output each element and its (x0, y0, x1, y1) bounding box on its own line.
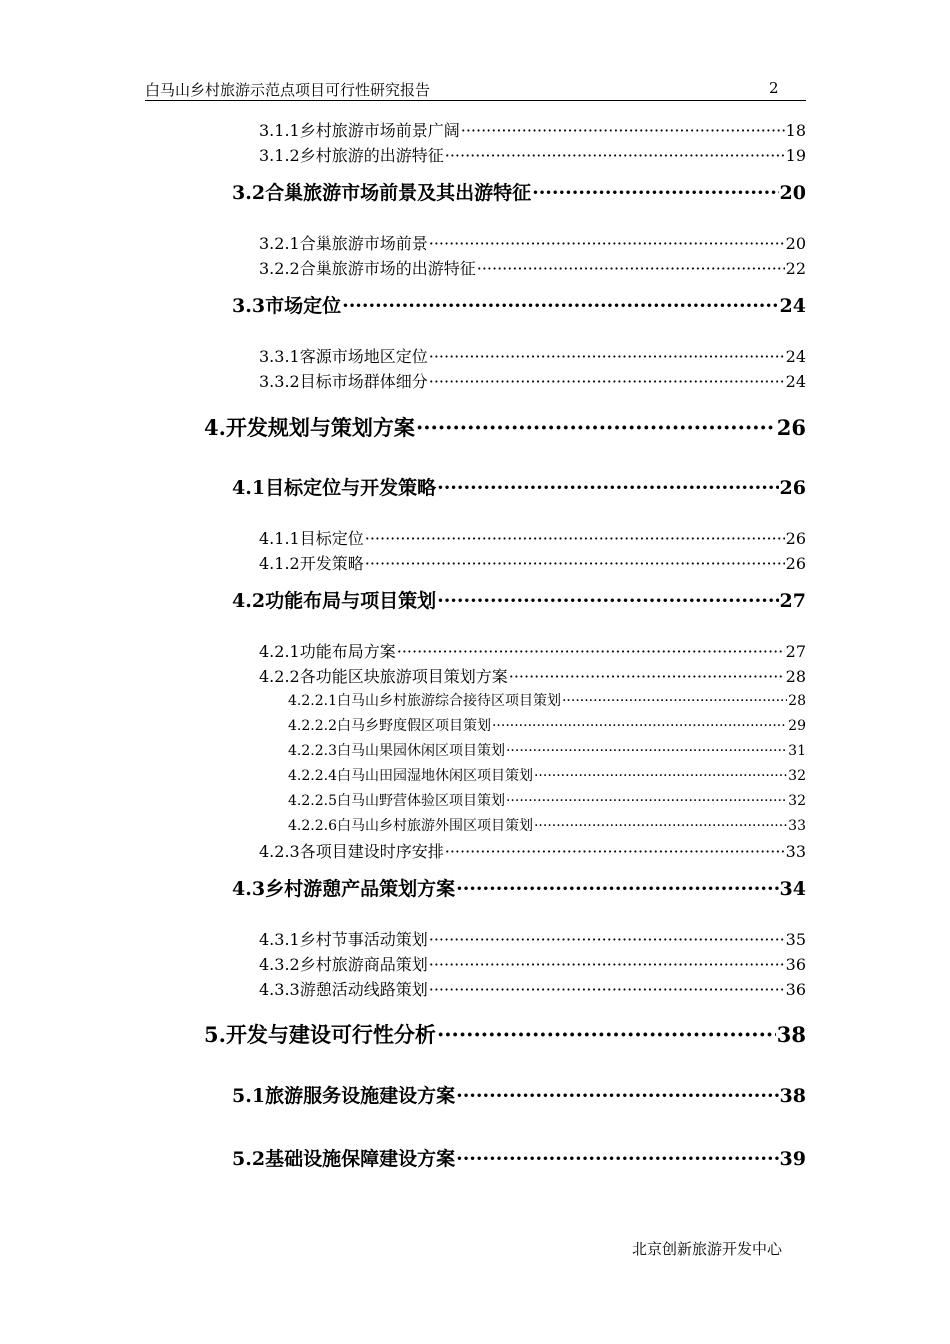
toc-label: 乡村旅游的出游特征 (299, 146, 444, 165)
toc-page: 29 (788, 718, 806, 734)
toc-page: 39 (779, 1148, 806, 1170)
toc-label: 白马山果园休闲区项目策划 (336, 743, 505, 759)
toc-page: 33 (785, 842, 806, 861)
toc-page: 20 (785, 234, 806, 253)
toc-page: 20 (779, 182, 806, 204)
toc-number: 3.2.2 (259, 259, 300, 278)
toc-label: 基础设施保障建设方案 (265, 1148, 456, 1170)
toc-leader-dots (429, 372, 785, 391)
toc-page: 28 (788, 693, 806, 709)
toc-entry[interactable] (259, 977, 806, 999)
toc-number: 3.3.1 (259, 347, 300, 366)
toc-number: 5.2 (232, 1148, 266, 1170)
toc-entry[interactable] (259, 952, 806, 974)
toc-label: 合巢旅游市场前景 (299, 234, 428, 253)
toc-entry[interactable] (288, 740, 806, 760)
toc-number: 5.1 (232, 1085, 266, 1107)
toc-page: 27 (779, 590, 806, 612)
toc-entry[interactable] (232, 178, 806, 204)
toc-leader-dots (416, 415, 776, 440)
toc-number: 4.2.2.1 (288, 693, 337, 709)
toc-label: 市场定位 (265, 295, 342, 317)
toc-number: 3.2.1 (259, 234, 300, 253)
toc-label: 开发策略 (299, 554, 364, 573)
toc-leader-dots (437, 477, 778, 499)
toc-label: 客源市场地区定位 (299, 347, 428, 366)
toc-label: 游憩活动线路策划 (299, 980, 428, 999)
toc-label: 合巢旅游市场前景及其出游特征 (265, 182, 532, 204)
toc-leader-dots (445, 842, 785, 861)
toc-leader-dots (534, 818, 787, 834)
toc-entry[interactable] (288, 790, 806, 810)
toc-label: 乡村节事活动策划 (299, 930, 428, 949)
toc-label: 功能布局方案 (299, 642, 396, 661)
toc-page: 38 (779, 1085, 806, 1107)
toc-label: 白马乡野度假区项目策划 (336, 718, 491, 734)
toc-number: 4.1.2 (259, 554, 300, 573)
toc-page: 24 (785, 372, 806, 391)
toc-label: 乡村旅游市场前景广阔 (299, 121, 460, 140)
toc-entry[interactable] (259, 143, 806, 165)
toc-entry[interactable] (232, 291, 806, 317)
toc-leader-dots (365, 554, 785, 573)
toc-label: 白马山乡村旅游综合接待区项目策划 (336, 693, 561, 709)
toc-entry[interactable] (259, 927, 806, 949)
toc-page: 32 (788, 768, 806, 784)
toc-leader-dots (456, 1085, 778, 1107)
toc-number: 4.3.3 (259, 980, 300, 999)
toc-entry[interactable] (259, 118, 806, 140)
toc-label: 乡村旅游商品策划 (299, 955, 428, 974)
toc-entry[interactable] (204, 1019, 806, 1047)
toc-leader-dots (532, 182, 778, 204)
toc-leader-dots (397, 642, 785, 661)
toc-leader-dots (506, 743, 787, 759)
toc-leader-dots (492, 718, 787, 734)
toc-label: 功能布局与项目策划 (265, 590, 437, 612)
toc-page: 22 (785, 259, 806, 278)
toc-label: 白马山野营体验区项目策划 (336, 793, 505, 809)
toc-label: 白马山田园湿地休闲区项目策划 (336, 768, 533, 784)
toc-leader-dots (509, 667, 785, 686)
toc-leader-dots (429, 930, 785, 949)
toc-page: 26 (785, 529, 806, 548)
toc-label: 各功能区块旅游项目策划方案 (299, 667, 508, 686)
toc-number: 4.3.1 (259, 930, 300, 949)
toc-page: 27 (785, 642, 806, 661)
toc-entry[interactable] (232, 1081, 806, 1107)
toc-label: 乡村游憩产品策划方案 (265, 878, 456, 900)
toc-page: 24 (785, 347, 806, 366)
toc-number: 3.3.2 (259, 372, 300, 391)
toc-label: 开发规划与策划方案 (225, 415, 415, 440)
toc-leader-dots (534, 768, 787, 784)
toc-label: 各项目建设时序安排 (299, 842, 444, 861)
toc-label: 目标定位与开发策略 (265, 477, 437, 499)
toc-entry[interactable] (259, 551, 806, 573)
toc-entry[interactable] (259, 639, 806, 661)
toc-number: 3.3 (232, 295, 266, 317)
toc-leader-dots (456, 878, 778, 900)
toc-page: 31 (788, 743, 806, 759)
toc-label: 合巢旅游市场的出游特征 (299, 259, 476, 278)
toc-page: 28 (785, 667, 806, 686)
toc-leader-dots (437, 590, 778, 612)
toc-label: 目标定位 (299, 529, 364, 548)
toc-number: 3.1.2 (259, 146, 300, 165)
page-number: 2 (769, 79, 779, 97)
toc-number: 3.1.1 (259, 121, 300, 140)
toc-page: 36 (785, 955, 806, 974)
toc-page: 36 (785, 980, 806, 999)
toc-number: 4.2 (232, 590, 266, 612)
toc-entry[interactable] (232, 1144, 806, 1170)
toc-entry[interactable] (232, 586, 806, 612)
toc-leader-dots (456, 1148, 778, 1170)
toc-page: 26 (776, 415, 806, 440)
toc-entry[interactable] (288, 690, 806, 710)
toc-leader-dots (562, 693, 787, 709)
toc-number: 4.3.2 (259, 955, 300, 974)
toc-leader-dots (342, 295, 778, 317)
document-title: 白马山乡村旅游示范点项目可行性研究报告 (145, 81, 431, 99)
toc-entry[interactable] (259, 526, 806, 548)
toc-page: 34 (779, 878, 806, 900)
toc-number: 4.1.1 (259, 529, 300, 548)
toc-label: 开发与建设可行性分析 (225, 1022, 436, 1047)
toc-entry[interactable] (288, 715, 806, 735)
toc-leader-dots (461, 121, 785, 140)
toc-entry[interactable] (259, 256, 806, 278)
toc-page: 35 (785, 930, 806, 949)
toc-leader-dots (445, 146, 785, 165)
toc-page: 26 (779, 477, 806, 499)
toc-label: 白马山乡村旅游外围区项目策划 (336, 818, 533, 834)
toc-entry[interactable] (259, 369, 806, 391)
toc-page: 33 (788, 818, 806, 834)
toc-label: 目标市场群体细分 (299, 372, 428, 391)
toc-number: 4.2.1 (259, 642, 300, 661)
toc-entry[interactable] (259, 839, 806, 861)
toc-leader-dots (429, 955, 785, 974)
toc-leader-dots (477, 259, 785, 278)
toc-entry[interactable] (232, 874, 806, 900)
toc-leader-dots (506, 793, 787, 809)
toc-leader-dots (429, 980, 785, 999)
toc-entry[interactable] (204, 412, 806, 440)
toc-entry[interactable] (288, 815, 806, 835)
toc-page: 26 (785, 554, 806, 573)
toc-entry[interactable] (259, 664, 806, 686)
toc-number: 5. (204, 1022, 226, 1047)
toc-page: 32 (788, 793, 806, 809)
toc-page: 18 (785, 121, 806, 140)
toc-entry[interactable] (232, 473, 806, 499)
toc-number: 4.2.2.5 (288, 793, 337, 809)
toc-entry[interactable] (259, 344, 806, 366)
toc-number: 4.2.2 (259, 667, 300, 686)
toc-page: 19 (785, 146, 806, 165)
toc-number: 4.3 (232, 878, 266, 900)
toc-entry[interactable] (288, 765, 806, 785)
toc-number: 4.2.3 (259, 842, 300, 861)
toc-number: 3.2 (232, 182, 266, 204)
toc-number: 4.2.2.4 (288, 768, 337, 784)
toc-number: 4.2.2.2 (288, 718, 337, 734)
toc-entry[interactable] (259, 231, 806, 253)
toc-page: 38 (776, 1022, 806, 1047)
toc-leader-dots (437, 1022, 776, 1047)
toc-leader-dots (429, 234, 785, 253)
toc-leader-dots (429, 347, 785, 366)
toc-number: 4.2.2.6 (288, 818, 337, 834)
toc-leader-dots (365, 529, 785, 548)
toc-number: 4.1 (232, 477, 266, 499)
toc-label: 旅游服务设施建设方案 (265, 1085, 456, 1107)
toc-number: 4. (204, 415, 226, 440)
page-footer: 北京创新旅游开发中心 (632, 1240, 783, 1258)
toc-number: 4.2.2.3 (288, 743, 337, 759)
toc-page: 24 (779, 295, 806, 317)
